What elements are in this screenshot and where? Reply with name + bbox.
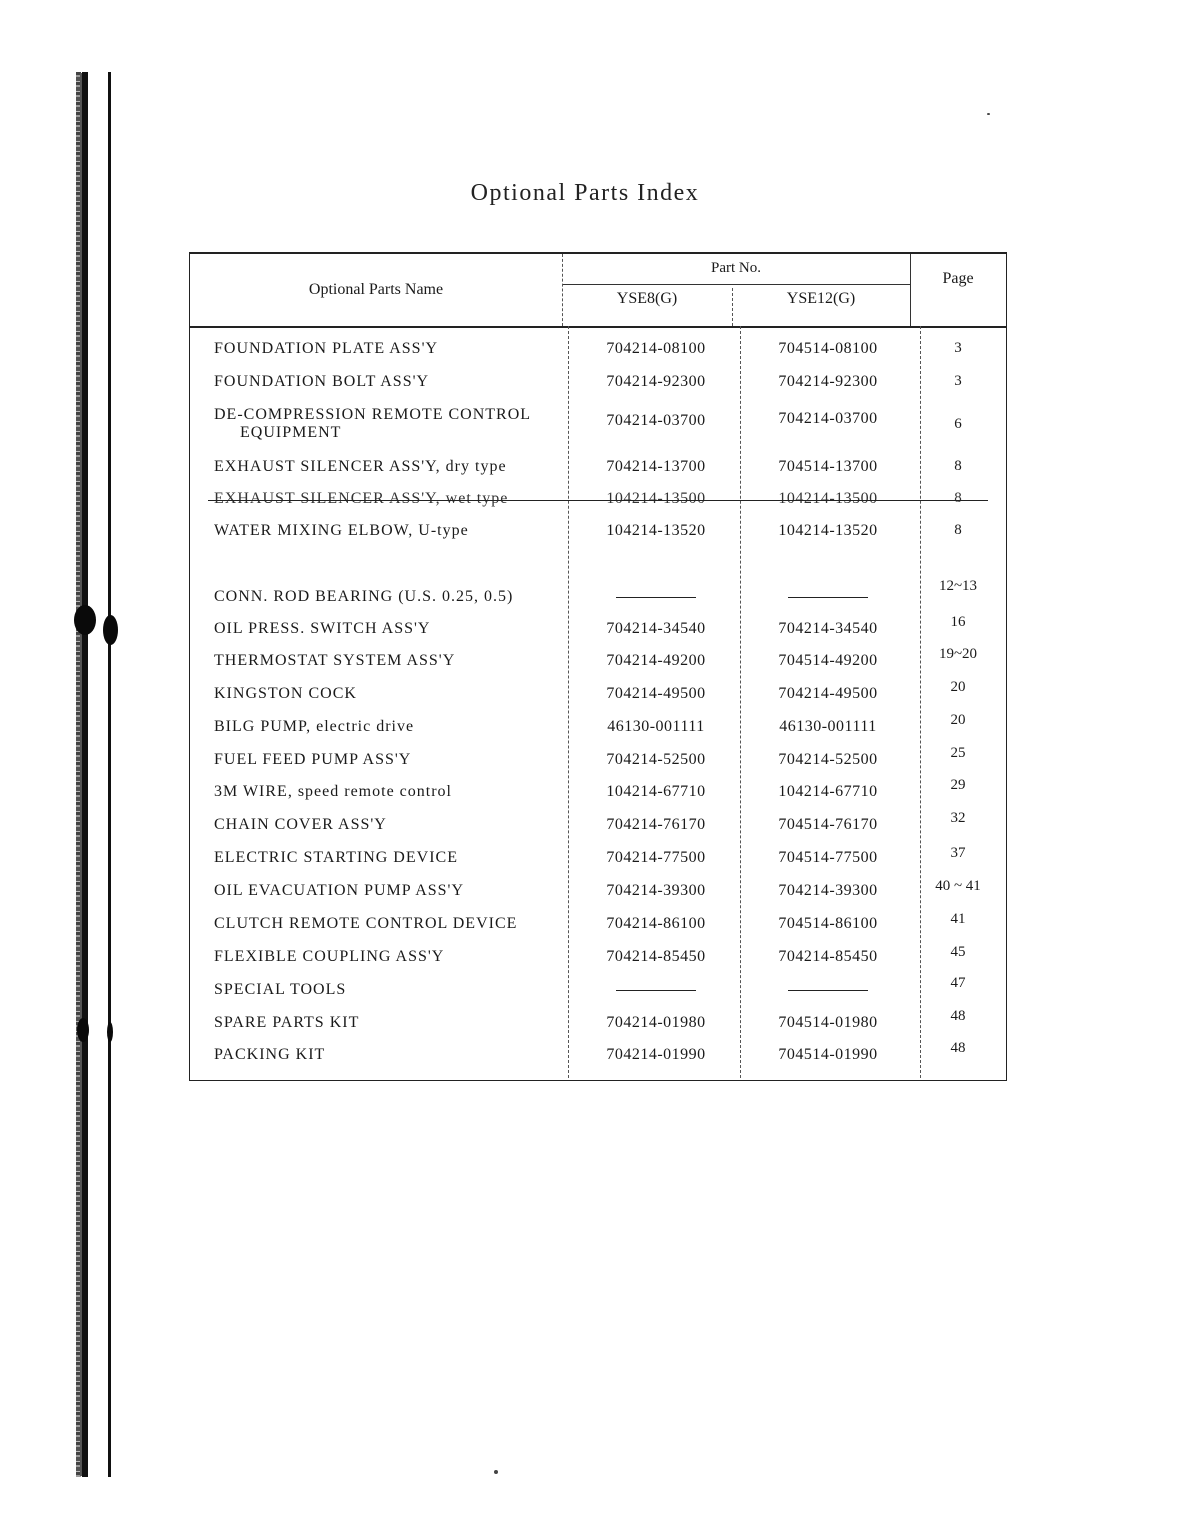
part-no-yse8g: 104214-67710 (606, 783, 706, 800)
part-name: FOUNDATION PLATE ASS'Y (214, 340, 439, 357)
part-name: EXHAUST SILENCER ASS'Y, wet type (214, 490, 509, 507)
punch-hole (74, 605, 96, 635)
part-no-yse12g: 704214-49500 (778, 685, 878, 702)
part-no-yse12g: 704214-52500 (778, 751, 878, 768)
table-row (190, 745, 1006, 781)
table-row (190, 944, 1006, 978)
table-row (190, 878, 1006, 912)
part-name: CLUTCH REMOTE CONTROL DEVICE (214, 915, 518, 932)
header-page: Page (942, 270, 974, 287)
part-name: FUEL FEED PUMP ASS'Y (214, 751, 412, 768)
part-name: 3M WIRE, speed remote control (214, 783, 452, 800)
scan-speck (987, 113, 990, 115)
part-no-yse12g: 46130-001111 (779, 718, 877, 735)
part-no-yse8g-none (570, 981, 742, 999)
page-title: Optional Parts Index (470, 180, 700, 206)
part-no-yse8g: 704214-01980 (606, 1014, 706, 1031)
punch-hole (103, 615, 118, 645)
part-no-yse8g: 104214-13500 (606, 490, 706, 507)
part-name: BILG PUMP, electric drive (214, 718, 415, 735)
strikethrough-line (208, 500, 988, 501)
part-no-yse12g: 704514-01990 (778, 1046, 878, 1063)
part-no-yse12g: 704514-08100 (778, 340, 878, 357)
part-no-yse12g-none (742, 981, 914, 999)
page-number: 32 (950, 810, 966, 826)
header-yse8g: YSE8(G) (616, 290, 678, 307)
parts-index-table (189, 252, 1007, 1081)
page-number: 12~13 (938, 578, 978, 594)
part-no-yse12g: 704214-85450 (778, 948, 878, 965)
table-row (190, 712, 1006, 748)
page-number: 19~20 (938, 646, 978, 662)
page-number: 8 (954, 522, 962, 538)
page-number: 8 (954, 458, 962, 474)
part-no-yse8g: 46130-001111 (607, 718, 705, 735)
page-number: 45 (950, 944, 966, 960)
page-number: 48 (950, 1040, 966, 1056)
table-header (190, 254, 1006, 328)
table-row (190, 373, 1006, 403)
binding-line (108, 72, 111, 1477)
part-name: EXHAUST SILENCER ASS'Y, dry type (214, 458, 507, 475)
part-no-yse12g: 704514-86100 (778, 915, 878, 932)
part-name: THERMOSTAT SYSTEM ASS'Y (214, 652, 456, 669)
table-row (190, 522, 1006, 552)
part-name: OIL EVACUATION PUMP ASS'Y (214, 882, 464, 899)
part-no-yse8g: 704214-03700 (606, 412, 706, 429)
part-name: WATER MIXING ELBOW, U-type (214, 522, 469, 539)
header-parts-name: Optional Parts Name (308, 281, 444, 298)
part-name: FLEXIBLE COUPLING ASS'Y (214, 948, 445, 965)
part-no-yse12g: 704214-34540 (778, 620, 878, 637)
part-no-yse12g: 104214-13520 (778, 522, 878, 539)
page-number: 6 (954, 416, 962, 432)
page-number: 8 (954, 490, 962, 506)
part-no-yse8g: 704214-85450 (606, 948, 706, 965)
part-no-yse12g: 704514-13700 (778, 458, 878, 475)
part-name: OIL PRESS. SWITCH ASS'Y (214, 620, 431, 637)
page-number: 3 (954, 373, 962, 389)
binding-edge (72, 72, 122, 1482)
part-no-yse8g: 704214-13700 (606, 458, 706, 475)
column-divider (732, 288, 733, 326)
table-row (190, 911, 1006, 945)
binding-shadow (76, 72, 81, 1477)
part-name: CHAIN COVER ASS'Y (214, 816, 387, 833)
binding-line (82, 72, 88, 1477)
part-no-yse12g: 104214-13500 (778, 490, 878, 507)
part-no-yse8g: 704214-34540 (606, 620, 706, 637)
part-no-yse8g: 704214-49200 (606, 652, 706, 669)
page-number: 25 (950, 745, 966, 761)
table-row (190, 458, 1006, 488)
part-no-yse12g-none (742, 588, 914, 606)
page-number: 20 (950, 712, 966, 728)
part-no-yse8g: 704214-01990 (606, 1046, 706, 1063)
table-row (190, 810, 1006, 846)
part-name-line2: EQUIPMENT (240, 424, 342, 441)
part-name: PACKING KIT (214, 1046, 326, 1063)
punch-hole (107, 1022, 113, 1042)
table-row (190, 777, 1006, 813)
part-no-yse8g: 704214-52500 (606, 751, 706, 768)
part-no-yse12g: 704514-76170 (778, 816, 878, 833)
page-number: 20 (950, 679, 966, 695)
page-number: 37 (950, 845, 966, 861)
column-divider (910, 254, 911, 326)
table-row (190, 406, 1006, 450)
scan-speck (494, 1470, 498, 1474)
page-number: 48 (950, 1008, 966, 1024)
page-number: 40 ~ 41 (935, 878, 981, 894)
page-number: 47 (950, 975, 966, 991)
part-no-yse12g: 704514-49200 (778, 652, 878, 669)
part-no-yse12g: 704214-03700 (778, 410, 878, 427)
part-no-yse8g: 704214-76170 (606, 816, 706, 833)
page-number: 29 (950, 777, 966, 793)
part-name: FOUNDATION BOLT ASS'Y (214, 373, 430, 390)
part-no-yse8g: 704214-39300 (606, 882, 706, 899)
table-row (190, 578, 1006, 618)
table-row-struck (190, 490, 1006, 520)
table-row (190, 679, 1006, 715)
table-row (190, 975, 1006, 1011)
part-no-yse8g: 704214-92300 (606, 373, 706, 390)
part-name: KINGSTON COCK (214, 685, 357, 702)
part-no-yse8g-none (570, 588, 742, 606)
column-divider (562, 254, 563, 326)
part-no-yse8g: 704214-86100 (606, 915, 706, 932)
part-no-yse8g: 704214-08100 (606, 340, 706, 357)
part-name (214, 406, 531, 442)
part-no-yse8g: 704214-77500 (606, 849, 706, 866)
table-row (190, 614, 1006, 650)
header-divider (562, 284, 910, 285)
part-name-line1: DE-COMPRESSION REMOTE CONTROL (214, 406, 532, 423)
part-no-yse12g: 704214-39300 (778, 882, 878, 899)
part-no-yse8g: 704214-49500 (606, 685, 706, 702)
page-number: 16 (950, 614, 966, 630)
page-number: 41 (950, 911, 966, 927)
part-name: CONN. ROD BEARING (U.S. 0.25, 0.5) (214, 588, 514, 605)
part-name: SPECIAL TOOLS (214, 981, 347, 998)
table-row (190, 1040, 1006, 1076)
part-no-yse12g: 104214-67710 (778, 783, 878, 800)
part-no-yse12g: 704214-92300 (778, 373, 878, 390)
part-no-yse12g: 704514-01980 (778, 1014, 878, 1031)
part-no-yse8g: 104214-13520 (606, 522, 706, 539)
part-name: SPARE PARTS KIT (214, 1014, 360, 1031)
table-row (190, 646, 1006, 682)
punch-hole (77, 1018, 89, 1042)
page-number: 3 (954, 340, 962, 356)
table-row (190, 1008, 1006, 1044)
header-part-no: Part No. (711, 260, 761, 276)
header-yse12g: YSE12(G) (786, 290, 856, 307)
table-row (190, 340, 1006, 370)
part-name: ELECTRIC STARTING DEVICE (214, 849, 458, 866)
part-no-yse12g: 704514-77500 (778, 849, 878, 866)
table-row (190, 845, 1006, 879)
